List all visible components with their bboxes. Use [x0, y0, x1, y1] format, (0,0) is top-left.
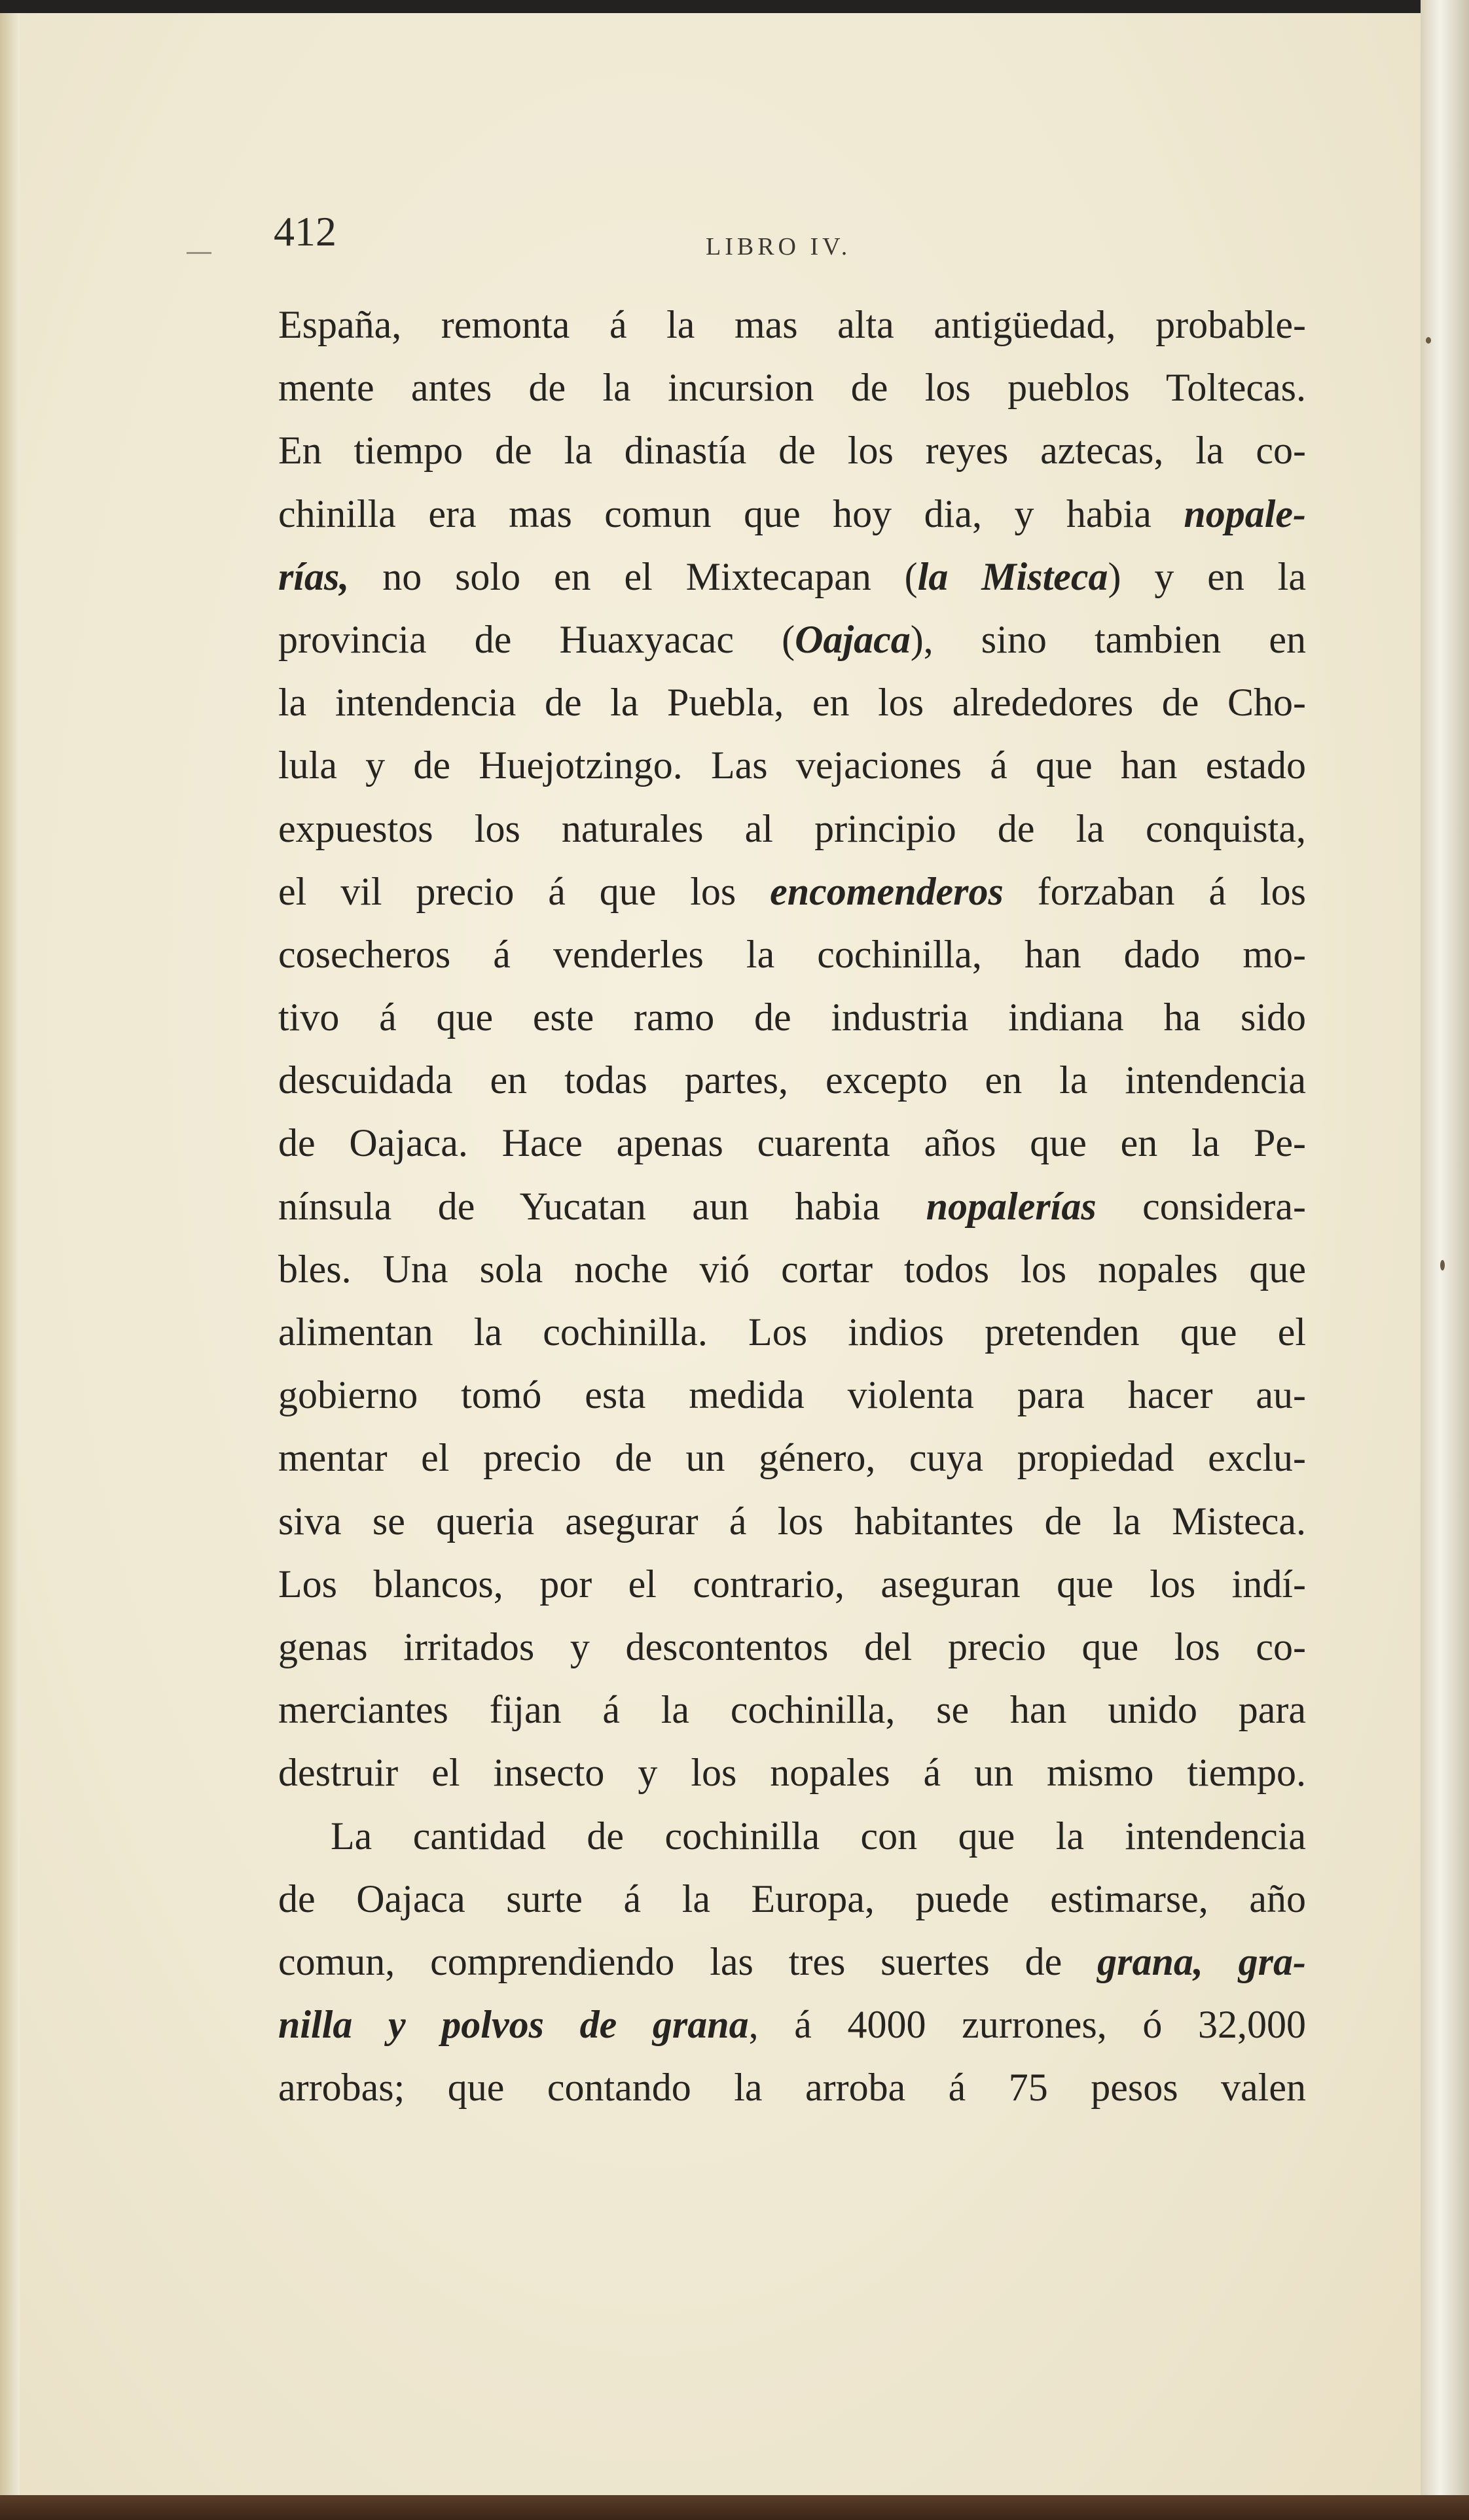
- italic-term: rías,: [278, 554, 350, 598]
- scan-bottom-border: [0, 2495, 1469, 2520]
- text-run: gobierno tomó esta medida violenta para hacer au-: [278, 1373, 1306, 1417]
- italic-term: nopalerías: [926, 1184, 1097, 1228]
- text-run: alimentan la cochinilla. Los indios pretenden que el: [278, 1310, 1306, 1354]
- text-line: [278, 482, 1306, 545]
- text-line: [278, 1490, 1306, 1553]
- margin-dash: [187, 252, 211, 254]
- text-run: descuidada en todas partes, excepto en la intendencia: [278, 1058, 1306, 1102]
- text-line: [278, 2056, 1306, 2119]
- text-run: considera-: [1096, 1184, 1307, 1228]
- text-run: mente antes de la incursion de los pueblos Toltecas.: [278, 366, 1306, 410]
- text-run: de Oajaca. Hace apenas cuarenta años que en la Pe-: [278, 1121, 1306, 1165]
- text-line: [278, 1049, 1306, 1111]
- text-line: [278, 1301, 1306, 1363]
- text-line: [278, 1175, 1306, 1238]
- text-line: [278, 1993, 1306, 2056]
- text-run: merciantes fijan á la cochinilla, se han unido para: [278, 1688, 1306, 1732]
- text-run: siva se queria asegurar á los habitantes de la Misteca.: [278, 1499, 1306, 1543]
- text-line: [278, 608, 1306, 671]
- text-line: [278, 1426, 1306, 1489]
- italic-term: nilla y polvos de grana: [278, 2003, 749, 2047]
- text-line: [278, 797, 1306, 860]
- running-head: LIBRO IV.: [706, 233, 852, 261]
- text-run: destruir el insecto y los nopales á un mismo tiempo.: [278, 1751, 1306, 1795]
- text-line: [278, 1553, 1306, 1615]
- text-line: [278, 1363, 1306, 1426]
- ink-speck: [1426, 337, 1431, 344]
- page-number: 412: [274, 208, 336, 255]
- text-run: España, remonta á la mas alta antigüedad, probable-: [278, 303, 1306, 346]
- text-run: la intendencia de la Puebla, en los alrededores de Cho-: [278, 681, 1306, 725]
- text-line: [278, 419, 1306, 482]
- text-run: comun, comprendiendo las tres suertes de: [278, 1939, 1098, 1983]
- text-run: lula y de Huejotzingo. Las vejaciones á que han estado: [278, 744, 1306, 787]
- text-run: genas irritados y descontentos del precio que los co-: [278, 1625, 1306, 1668]
- text-run: cosecheros á venderles la cochinilla, han dado mo-: [278, 932, 1306, 976]
- text-run: tivo á que este ramo de industria indiana ha sido: [278, 996, 1306, 1039]
- italic-term: encomenderos: [770, 869, 1004, 913]
- text-run: mentar el precio de un género, cuya propiedad exclu-: [278, 1436, 1306, 1480]
- text-line: [278, 986, 1306, 1049]
- text-line: [278, 356, 1306, 419]
- text-run: ) y en la: [1108, 554, 1306, 598]
- text-line: [278, 293, 1306, 356]
- italic-term: nopale-: [1184, 492, 1306, 535]
- text-line: [278, 1238, 1306, 1301]
- text-run: En tiempo de la dinastía de los reyes aztecas, la co-: [278, 429, 1306, 473]
- text-line: [278, 923, 1306, 986]
- scan-top-border: [0, 0, 1469, 13]
- text-line: [278, 860, 1306, 923]
- text-line: [278, 734, 1306, 797]
- text-run: forzaban á los: [1003, 869, 1306, 913]
- page-gutter: [0, 0, 20, 2520]
- text-run: de Oajaca surte á la Europa, puede estimarse, año: [278, 1877, 1306, 1920]
- text-run: bles. Una sola noche vió cortar todos los nopales que: [278, 1247, 1306, 1291]
- text-line: [278, 1615, 1306, 1678]
- text-line: [278, 1867, 1306, 1930]
- text-line: [278, 1741, 1306, 1804]
- text-line: [278, 1678, 1306, 1741]
- text-run: no solo en el Mixtecapan (: [349, 554, 918, 598]
- text-run: expuestos los naturales al principio de la conquista,: [278, 806, 1306, 850]
- italic-term: la Misteca: [917, 554, 1108, 598]
- page-fore-edge: [1421, 0, 1469, 2520]
- text-line: [278, 1111, 1306, 1174]
- text-run: arrobas; que contando la arroba á 75 pesos valen: [278, 2066, 1306, 2110]
- text-line: [278, 545, 1306, 608]
- ink-speck: [1440, 1260, 1445, 1270]
- italic-term: grana, gra-: [1097, 1939, 1306, 1983]
- text-run: Los blancos, por el contrario, aseguran que los indí-: [278, 1562, 1306, 1606]
- text-run: ), sino tambien en: [910, 617, 1306, 661]
- text-run: , á 4000 zurrones, ó 32,000: [748, 2003, 1307, 2047]
- text-run: La cantidad de cochinilla con que la intendencia: [331, 1814, 1306, 1858]
- text-line: [278, 1805, 1306, 1867]
- body-text: [278, 293, 1306, 2119]
- italic-term: Oajaca: [795, 617, 911, 661]
- text-run: chinilla era mas comun que hoy dia, y habia: [278, 492, 1184, 535]
- text-line: [278, 671, 1306, 734]
- text-line: [278, 1930, 1306, 1993]
- text-run: el vil precio á que los: [278, 869, 771, 913]
- text-run: provincia de Huaxyacac (: [278, 617, 795, 661]
- text-run: nínsula de Yucatan aun habia: [278, 1184, 926, 1228]
